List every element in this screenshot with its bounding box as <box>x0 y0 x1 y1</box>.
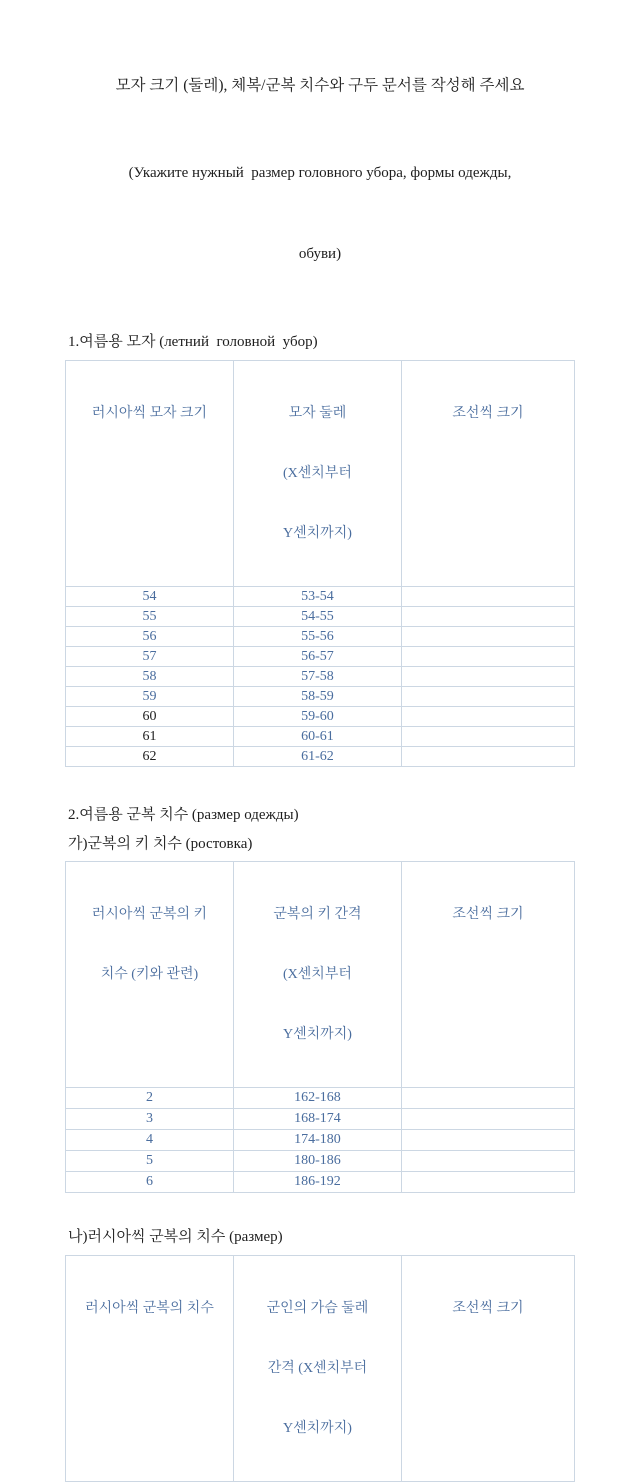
hat-size-table <box>65 360 575 767</box>
height-range-cell: 180-186 <box>233 1151 401 1172</box>
empty-cell <box>401 667 574 687</box>
column-header-hat-circumference: 모자 둘레 (X센치부터 Y센치까지) <box>233 361 401 587</box>
table-row <box>66 587 575 607</box>
empty-cell <box>401 687 574 707</box>
table-row <box>66 747 575 767</box>
table-row <box>66 1088 575 1109</box>
circumference-cell: 58-59 <box>233 687 401 707</box>
column-header-korean-size: 조선씩 크기 <box>401 1256 574 1482</box>
column-header-russian-hat-size: 러시아씩 모자 크기 <box>66 361 234 587</box>
russian-size-cell: 55 <box>66 607 234 627</box>
subtitle-line-2: обуви) <box>298 246 342 262</box>
height-range-cell: 186-192 <box>233 1172 401 1193</box>
russian-size-cell: 58 <box>66 667 234 687</box>
subtitle-line-1: (Укажите нужный размер головного убора, формы одежды, <box>128 165 512 181</box>
table-row <box>66 647 575 667</box>
table-row <box>66 707 575 727</box>
empty-cell <box>401 587 574 607</box>
section2a-heading: 가)군복의 키 치수 (ростовка) <box>68 836 253 852</box>
russian-size-cell: 54 <box>66 587 234 607</box>
russian-size-cell: 60 <box>66 707 234 727</box>
russian-size-cell: 4 <box>66 1130 234 1151</box>
russian-size-cell: 57 <box>66 647 234 667</box>
height-range-cell: 162-168 <box>233 1088 401 1109</box>
circumference-cell: 59-60 <box>233 707 401 727</box>
empty-cell <box>401 727 574 747</box>
table-row <box>66 607 575 627</box>
russian-size-cell: 59 <box>66 687 234 707</box>
height-range-cell: 174-180 <box>233 1130 401 1151</box>
subtitle <box>0 106 640 322</box>
uniform-chest-table <box>65 1255 575 1482</box>
table-header-row <box>66 1256 575 1482</box>
empty-cell <box>401 647 574 667</box>
column-header-russian-uniform-size: 러시아씩 군복의 치수 <box>66 1256 234 1482</box>
russian-size-cell: 56 <box>66 627 234 647</box>
empty-cell <box>401 1088 574 1109</box>
table-row <box>66 727 575 747</box>
russian-size-cell: 5 <box>66 1151 234 1172</box>
height-range-cell: 168-174 <box>233 1109 401 1130</box>
empty-cell <box>401 707 574 727</box>
empty-cell <box>401 1109 574 1130</box>
table-row <box>66 1130 575 1151</box>
circumference-cell: 57-58 <box>233 667 401 687</box>
column-header-korean-size: 조선씩 크기 <box>401 862 574 1088</box>
column-header-chest-range: 군인의 가슴 둘레 간격 (X센치부터 Y센치까지) <box>233 1256 401 1482</box>
table-row <box>66 1109 575 1130</box>
table-row <box>66 667 575 687</box>
section1-heading: 1.여름용 모자 (летний головной убор) <box>68 334 318 350</box>
circumference-cell: 56-57 <box>233 647 401 667</box>
empty-cell <box>401 627 574 647</box>
column-header-korean-size: 조선씩 크기 <box>401 361 574 587</box>
empty-cell <box>401 1172 574 1193</box>
table-row <box>66 627 575 647</box>
uniform-height-table <box>65 861 575 1193</box>
section2b-heading: 나)러시아씩 군복의 치수 (размер) <box>68 1229 283 1245</box>
table-row <box>66 687 575 707</box>
table-header-row <box>66 862 575 1088</box>
russian-size-cell: 62 <box>66 747 234 767</box>
column-header-russian-height-size: 러시아씩 군복의 키 치수 (키와 관련) <box>66 862 234 1088</box>
table-row <box>66 1151 575 1172</box>
russian-size-cell: 6 <box>66 1172 234 1193</box>
circumference-cell: 60-61 <box>233 727 401 747</box>
circumference-cell: 53-54 <box>233 587 401 607</box>
table-header-row <box>66 361 575 587</box>
empty-cell <box>401 747 574 767</box>
column-header-height-range: 군복의 키 간격 (X센치부터 Y센치까지) <box>233 862 401 1088</box>
russian-size-cell: 61 <box>66 727 234 747</box>
page-title: 모자 크기 (둘레), 체복/군복 치수와 구두 문서를 작성해 주세요 <box>115 77 525 94</box>
empty-cell <box>401 1130 574 1151</box>
table-row <box>66 1172 575 1193</box>
circumference-cell: 54-55 <box>233 607 401 627</box>
russian-size-cell: 3 <box>66 1109 234 1130</box>
empty-cell <box>401 607 574 627</box>
russian-size-cell: 2 <box>66 1088 234 1109</box>
circumference-cell: 55-56 <box>233 627 401 647</box>
circumference-cell: 61-62 <box>233 747 401 767</box>
section2-heading: 2.여름용 군복 치수 (размер одежды) <box>68 807 299 823</box>
empty-cell <box>401 1151 574 1172</box>
